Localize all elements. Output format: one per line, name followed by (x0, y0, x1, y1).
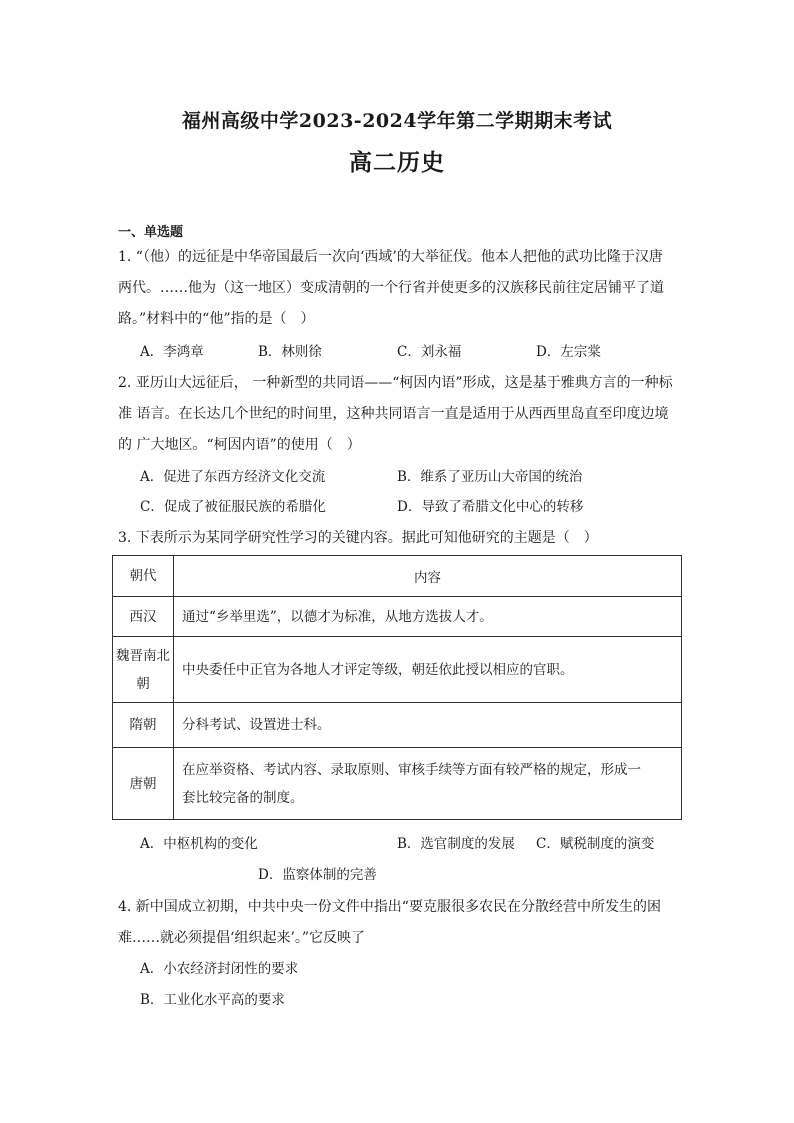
row-content: 分科考试、设置进士科。 (174, 703, 682, 748)
table-row (113, 703, 682, 748)
subject-title: 高二历史 (349, 149, 445, 176)
q2-option-c[interactable]: C．促成了被征服民族的希腊化 (140, 499, 326, 515)
section-heading: 一、单选题 (118, 225, 184, 240)
q3-option-d[interactable]: D．监察体制的完善 (258, 867, 377, 883)
row-content: 在应举资格、考试内容、录取原则、审核手续等方面有较严格的规定，形成一 套比较完备的制度。 (174, 748, 682, 820)
q2-line-2: 准 语言。在长达几个世纪的时间里，这种共同语言一直是适用于从西西里岛直至印度边境 (118, 406, 669, 422)
q3-option-c[interactable]: C．赋税制度的演变 (536, 836, 655, 852)
header-content: 内容 (174, 556, 682, 597)
q1-option-a[interactable]: A．李鸿章 (140, 344, 204, 360)
q1-option-d[interactable]: D．左宗棠 (536, 344, 601, 360)
q2-option-d[interactable]: D．导致了希腊文化中心的转移 (397, 499, 584, 515)
row-content: 通过“乡举里选”，以德才为标准，从地方选拔人才。 (174, 597, 682, 637)
row-dynasty: 魏晋南北 朝 (113, 637, 174, 703)
table-header-row (113, 556, 682, 597)
q1-option-b[interactable]: B．林则徐 (258, 344, 322, 360)
q4-option-b[interactable]: B．工业化水平高的要求 (140, 992, 285, 1008)
q1-line-3: 路。”材料中的“他”指的是（ ） (118, 311, 315, 327)
q4-option-a[interactable]: A．小农经济封闭性的要求 (140, 961, 299, 977)
q4-line-1: 4. 新中国成立初期，中共中央一份文件中指出“要克服很多农民在分散经营中所发生的困 (118, 899, 661, 915)
header-dynasty: 朝代 (113, 556, 174, 597)
table-row (113, 637, 682, 703)
row-dynasty: 西汉 (113, 597, 174, 637)
table-row (113, 597, 682, 637)
q1-option-c[interactable]: C．刘永福 (397, 344, 462, 360)
q1-line-2: 两代。……他为（这一地区）变成清朝的一个行省并使更多的汉族移民前往定居铺平了道 (118, 280, 664, 296)
row-dynasty: 隋朝 (113, 703, 174, 748)
q2-line-3: 的 广大地区。“柯因内语”的使用（ ） (118, 437, 361, 453)
q1-line-1: 1. “（他）的远征是中华帝国最后一次向‘西域’的大举征伐。他本人把他的武功比隆于汉唐 (118, 249, 663, 265)
q4-line-2: 难……就必须提倡‘组织起来’。”它反映了 (118, 930, 366, 946)
q3-option-a[interactable]: A．中枢机构的变化 (140, 836, 258, 852)
exam-title: 福州高级中学2023-2024学年第二学期期末考试 (181, 110, 613, 132)
q3-option-b[interactable]: B．选官制度的发展 (397, 836, 515, 852)
q2-option-b[interactable]: B．维系了亚历山大帝国的统治 (397, 469, 583, 485)
dynasty-table (112, 555, 682, 820)
q3-stem: 3. 下表所示为某同学研究性学习的关键内容。据此可知他研究的主题是（ ） (118, 530, 598, 546)
row-content: 中央委任中正官为各地人才评定等级，朝廷依此授以相应的官职。 (174, 637, 682, 703)
q2-option-a[interactable]: A．促进了东西方经济文化交流 (140, 469, 326, 485)
row-dynasty: 唐朝 (113, 748, 174, 820)
q2-line-1: 2. 亚历山大远征后， 一种新型的共同语——“柯因内语”形成，这是基于雅典方言的一种标 (118, 375, 673, 391)
table-row (113, 748, 682, 820)
